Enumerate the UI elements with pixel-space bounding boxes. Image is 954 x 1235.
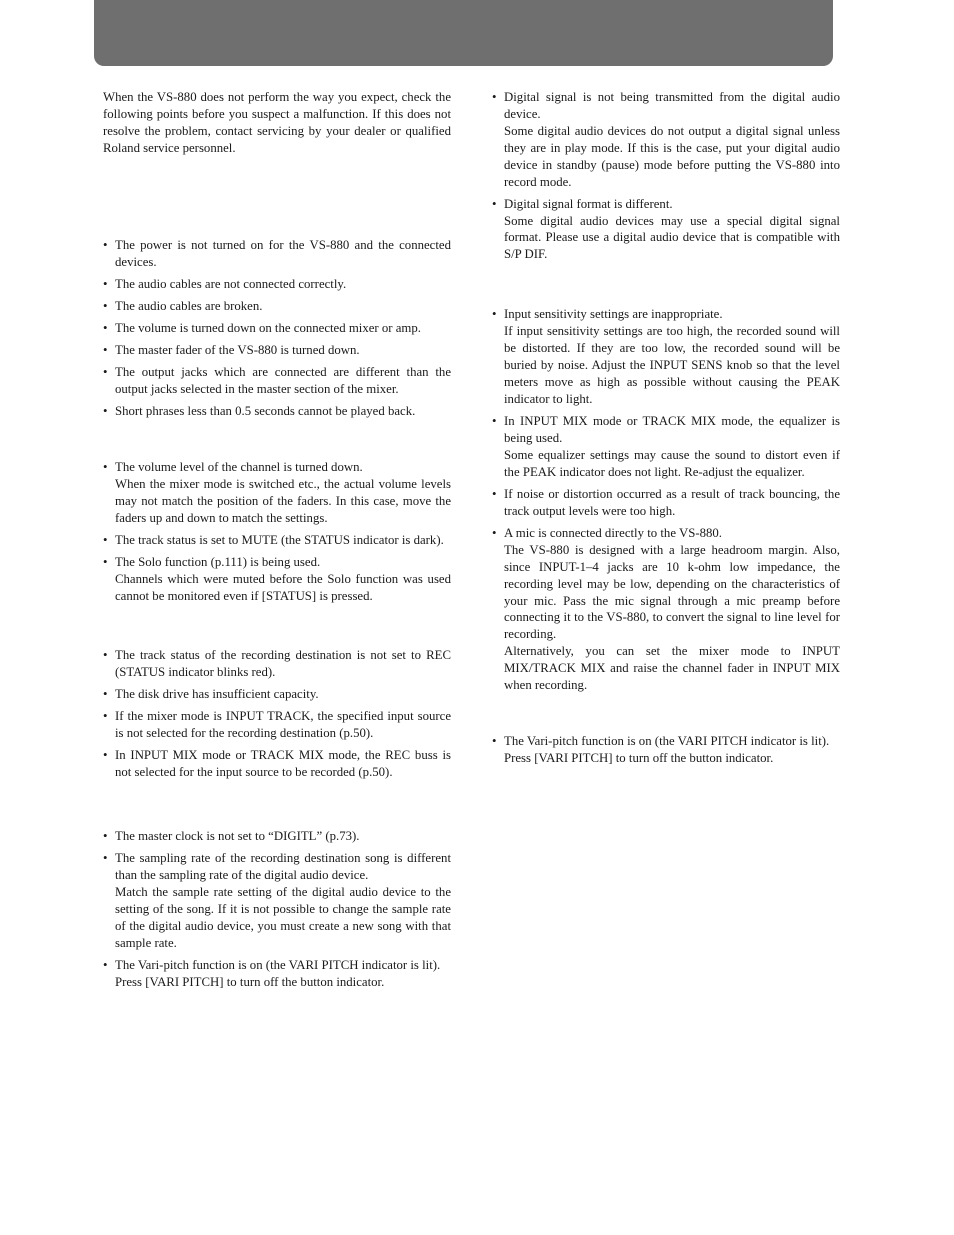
item-text: If the mixer mode is INPUT TRACK, the specified input source is not selected for the recording destination (p.50). bbox=[115, 709, 451, 740]
list-item bbox=[492, 306, 840, 407]
left-column bbox=[103, 89, 451, 996]
item-note: When the mixer mode is switched etc., the actual volume levels may not match the position of the faders. In this case, move the faders up and down to match the settings. bbox=[115, 477, 451, 525]
intro-paragraph: When the VS-880 does not perform the way you expect, check the following points before you suspect a malfunction. If this does not resolve the problem, contact servicing by your dealer or qualified Roland service personnel. bbox=[103, 90, 451, 155]
item-text: In INPUT MIX mode or TRACK MIX mode, the REC buss is not selected for the input source to be recorded (p.50). bbox=[115, 748, 451, 779]
list-item bbox=[103, 686, 451, 703]
troubleshoot-list bbox=[103, 828, 451, 991]
list-item bbox=[103, 747, 451, 781]
header-bar bbox=[94, 0, 833, 66]
list-item bbox=[103, 957, 451, 991]
list-item bbox=[492, 525, 840, 694]
list-item bbox=[492, 196, 840, 264]
item-text: Digital signal format is different. bbox=[504, 196, 673, 211]
item-note: Some digital audio devices do not output a digital signal unless they are in play mode. If this is the case, put your digital audio device in standby (pause) mode before putting the VS-880 into record mode. bbox=[504, 123, 840, 189]
list-item bbox=[103, 647, 451, 681]
list-item bbox=[103, 828, 451, 845]
item-text: The audio cables are broken. bbox=[115, 298, 263, 313]
item-note: Some equalizer settings may cause the sound to distort even if the PEAK indicator does not light. Re-adjust the equalizer. bbox=[504, 447, 840, 479]
list-item bbox=[492, 733, 840, 767]
item-text: In INPUT MIX mode or TRACK MIX mode, the equalizer is being used. bbox=[504, 414, 840, 445]
list-item bbox=[103, 554, 451, 605]
item-note: If input sensitivity settings are too high, the recorded sound will be distorted. If they are too low, the recorded sound will be buried by noise. Adjust the INPUT SENS knob so that the level meters move as high as possible without causing the PEAK indicator to light. bbox=[504, 324, 840, 406]
list-item bbox=[103, 276, 451, 293]
list-item bbox=[103, 237, 451, 271]
item-text: The master fader of the VS-880 is turned down. bbox=[115, 342, 360, 357]
troubleshoot-list bbox=[492, 306, 840, 694]
item-text: The Vari-pitch function is on (the VARI PITCH indicator is lit). bbox=[504, 734, 830, 749]
item-text: The disk drive has insufficient capacity. bbox=[115, 686, 319, 701]
item-text: Input sensitivity settings are inappropriate. bbox=[504, 307, 723, 322]
item-text: The Solo function (p.111) is being used. bbox=[115, 555, 321, 569]
list-item bbox=[103, 364, 451, 398]
item-text: The power is not turned on for the VS-880 and the connected devices. bbox=[115, 237, 451, 269]
item-text: The Vari-pitch function is on (the VARI PITCH indicator is lit). bbox=[115, 957, 441, 972]
troubleshoot-list bbox=[492, 733, 840, 767]
item-note: Alternatively, you can set the mixer mode to INPUT MIX/TRACK MIX and raise the channel fader in INPUT MIX when recording. bbox=[504, 644, 840, 693]
troubleshoot-list bbox=[103, 459, 451, 605]
item-text: The audio cables are not connected correctly. bbox=[115, 276, 347, 291]
item-text: If noise or distortion occurred as a result of track bouncing, the track output levels were too high. bbox=[504, 486, 840, 518]
item-text: Digital signal is not being transmitted from the digital audio device. bbox=[504, 90, 840, 121]
item-text: Short phrases less than 0.5 seconds cannot be played back. bbox=[115, 404, 416, 418]
right-column bbox=[492, 89, 840, 772]
list-item bbox=[492, 413, 840, 481]
item-text: The volume is turned down on the connected mixer or amp. bbox=[115, 320, 421, 335]
item-text: The master clock is not set to “DIGITL” (p.73). bbox=[115, 829, 360, 843]
list-item bbox=[103, 342, 451, 359]
item-note: Some digital audio devices may use a special digital signal format. Please use a digital audio device that is compatible with S/P DIF. bbox=[504, 213, 840, 262]
item-note: Press [VARI PITCH] to turn off the button indicator. bbox=[115, 974, 385, 989]
list-item bbox=[103, 298, 451, 315]
list-item bbox=[103, 403, 451, 420]
item-note: The VS-880 is designed with a large headroom margin. Also, since INPUT-1–4 jacks are 10 k-ohm low impedance, the recording level may be low, depending on the characteristics of your mic. Pass the mic signal through a mic preamp before connecting it to the VS-880, to convert the signal to line level for recording. bbox=[504, 542, 840, 642]
list-item bbox=[103, 459, 451, 527]
troubleshoot-list bbox=[103, 647, 451, 781]
item-text: The volume level of the channel is turned down. bbox=[115, 460, 363, 475]
list-item bbox=[103, 850, 451, 951]
troubleshoot-list bbox=[492, 89, 840, 263]
list-item bbox=[103, 708, 451, 742]
item-note: Match the sample rate setting of the digital audio device to the setting of the song. If it is not possible to change the sample rate of the digital audio device, you must create a new song with that sample rate. bbox=[115, 884, 451, 950]
item-text: A mic is connected directly to the VS-880. bbox=[504, 525, 722, 540]
item-text: The track status is set to MUTE (the STATUS indicator is dark). bbox=[115, 532, 444, 547]
item-text: The track status of the recording destination is not set to REC (STATUS indicator blinks red). bbox=[115, 647, 451, 679]
item-text: The sampling rate of the recording destination song is different than the sampling rate of the digital audio device. bbox=[115, 851, 451, 882]
list-item bbox=[492, 486, 840, 520]
list-item bbox=[103, 320, 451, 337]
item-note: Press [VARI PITCH] to turn off the button indicator. bbox=[504, 751, 774, 766]
list-item bbox=[492, 89, 840, 190]
item-note: Channels which were muted before the Solo function was used cannot be monitored even if [STATUS] is pressed. bbox=[115, 571, 451, 603]
item-text: The output jacks which are connected are different than the output jacks selected in the master section of the mixer. bbox=[115, 365, 451, 396]
troubleshoot-list bbox=[103, 237, 451, 420]
list-item bbox=[103, 532, 451, 549]
